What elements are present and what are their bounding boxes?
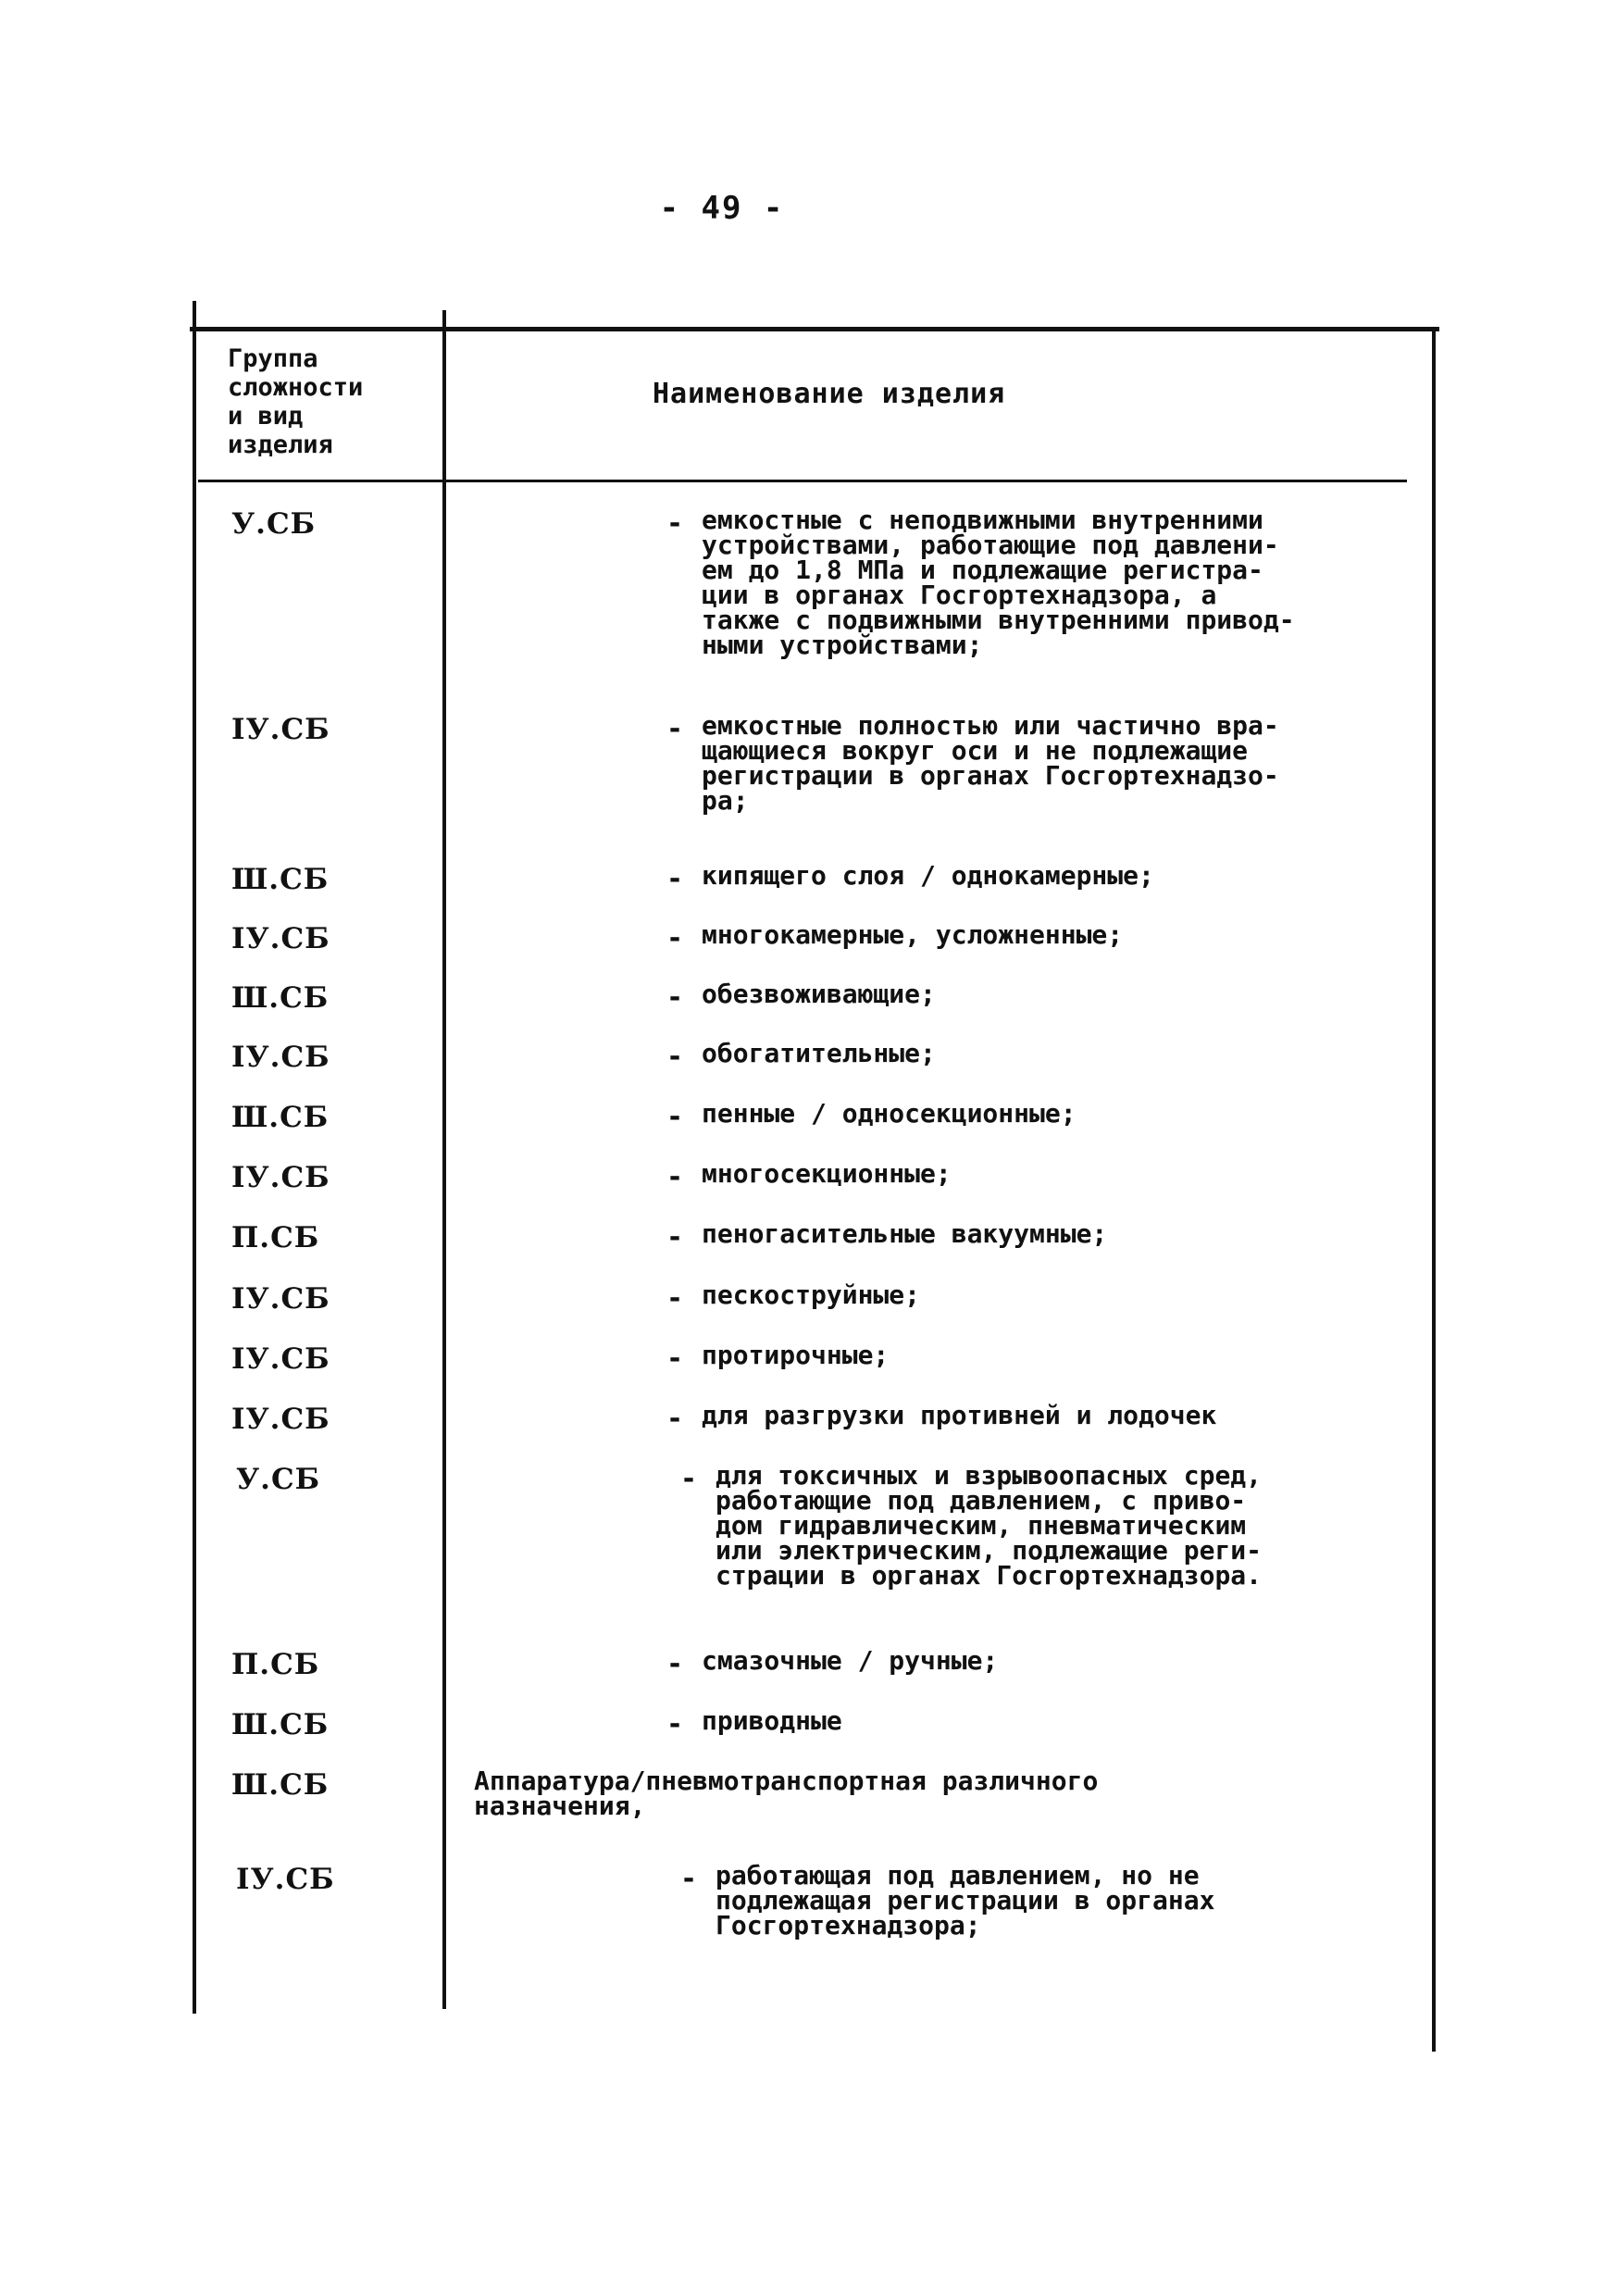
row-dash: - [666, 1221, 684, 1254]
row-dash: - [666, 1101, 684, 1133]
page-number: - 49 - [659, 190, 785, 227]
row-code: IУ.СБ [231, 713, 330, 746]
row-description: многокамерные, усложненные; [702, 919, 1124, 950]
table-left-rule [193, 301, 196, 2014]
table-top-rule [190, 327, 1439, 331]
row-description: приводные [702, 1705, 842, 1736]
row-dash: - [680, 1463, 698, 1495]
row-dash: - [666, 1708, 684, 1741]
table-header-rule [198, 480, 1407, 482]
row-dash: - [666, 863, 684, 895]
row-dash: - [666, 981, 684, 1014]
row-description: для токсичных и взрывоопасных сред, работающие под давлением, с приво- дом гидравлическим, пневматическим или электрическим, подлежащие реги- страции в органах Госгортехнадзора. [716, 1460, 1263, 1591]
row-code: Ш.СБ [231, 1768, 330, 1802]
row-code: IУ.СБ [231, 1041, 330, 1074]
row-description: пеногасительные вакуумные; [702, 1218, 1108, 1249]
row-code: У.СБ [236, 1463, 321, 1496]
header-product-name: Наименование изделия [653, 378, 1006, 410]
header-group-complexity: Группа сложности и вид изделия [228, 344, 364, 459]
row-code: IУ.СБ [231, 1342, 330, 1376]
table-right-rule [1432, 330, 1436, 2052]
row-dash: - [666, 1161, 684, 1193]
row-description: обезвоживающие; [702, 979, 936, 1009]
row-code: П.СБ [231, 1648, 320, 1681]
row-code: IУ.СБ [231, 1282, 330, 1316]
row-dash: - [666, 713, 684, 745]
row-dash: - [666, 507, 684, 540]
row-code: IУ.СБ [231, 1403, 330, 1436]
row-description: емкостные полностью или частично вра- щающиеся вокруг оси и не подлежащие регистрации в органах Госгортехнадзо- ра; [702, 710, 1279, 816]
row-description: пенные / односекционные; [702, 1098, 1077, 1129]
row-description: кипящего слоя / однокамерные; [702, 860, 1154, 891]
row-code: П.СБ [231, 1221, 320, 1254]
row-code: У.СБ [231, 507, 317, 541]
row-code: IУ.СБ [236, 1863, 335, 1896]
row-code: Ш.СБ [231, 863, 330, 896]
row-description: обогатительные; [702, 1038, 936, 1068]
row-description: работающая под давлением, но не подлежащая регистрации в органах Госгортехнадзора; [716, 1860, 1215, 1940]
row-code: IУ.СБ [231, 1161, 330, 1194]
row-description: для разгрузки противней и лодочек [702, 1400, 1217, 1430]
row-code: Ш.СБ [231, 1101, 330, 1134]
row-code: IУ.СБ [231, 922, 330, 955]
row-description: многосекционные; [702, 1158, 952, 1189]
row-dash: - [666, 1403, 684, 1435]
row-description: Аппаратура/пневмотранспортная различного назначения, [474, 1766, 1099, 1821]
row-dash: - [666, 1041, 684, 1073]
row-description: емкостные с неподвижными внутренними устройствами, работающие под давлени- ем до 1,8 МПа и подлежащие регистра- ции в органах Госгортехнадзора, а также с подвижными внутренними привод- ными устройствами; [702, 505, 1295, 660]
table-column-divider [442, 310, 446, 2009]
row-description: протирочные; [702, 1340, 890, 1370]
row-dash: - [666, 922, 684, 955]
row-dash: - [680, 1863, 698, 1895]
row-code: Ш.СБ [231, 981, 330, 1015]
row-dash: - [666, 1282, 684, 1315]
row-dash: - [666, 1648, 684, 1680]
row-dash: - [666, 1342, 684, 1375]
row-description: пескоструйные; [702, 1279, 921, 1310]
row-description: смазочные / ручные; [702, 1645, 999, 1676]
row-code: Ш.СБ [231, 1708, 330, 1741]
